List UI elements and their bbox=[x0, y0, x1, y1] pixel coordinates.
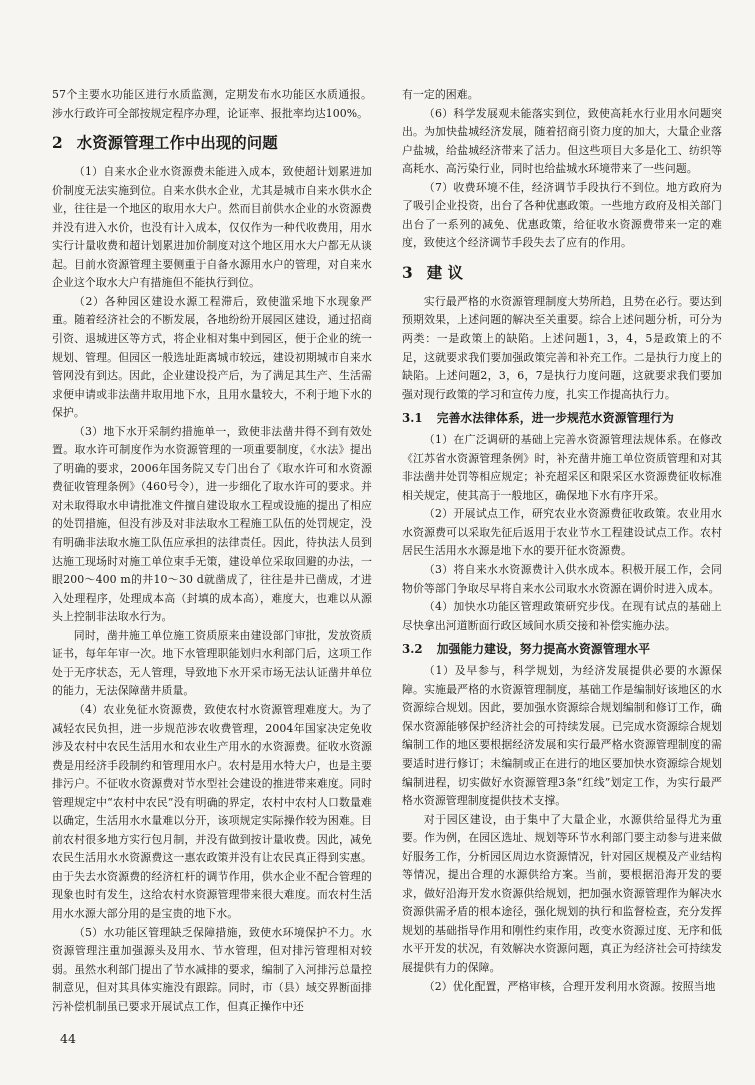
subsection-3-1-heading bbox=[402, 409, 722, 427]
problem-item-1: （1）自来水企业水资源费未能进入成本，致使超计划累进加价制度无法实施到位。自来水供水企业，尤其是城市自来水供水企业，往往是一个地区的取用水大户。然而目前供水企业的水资源费并没有进入水价，也没有计入成本，仅仅作为一种代收费用，用水实行计量收费和超计划累进加价制度对这个地区用水大户都无从谈起。目前水资源管理主要侧重于自备水源用水户的管理，对自来水企业这个取水大户有措施但不能执行到位。 bbox=[52, 165, 372, 290]
intro-paragraph: 57个主要水功能区进行水质监测，定期发布水功能区水质通报。涉水行政许可全部按规定程序办理，论证率、报批率均达100%。 bbox=[52, 88, 372, 120]
problem-item-6: （6）科学发展观未能落实到位，致使高耗水行业用水问题突出。为加快盐城经济发展，随着招商引资力度的加大，大量企业落户盐城，给盐城经济带来了活力。但这些项目大多是化工、纺织等高耗水、高污染行业，同时也给盐城水环境带来了一些问题。 bbox=[402, 106, 722, 176]
suggestion-3-2-item-1-cont: 对于园区建设，由于集中了大量企业，水源供给显得尤为重要。作为例，在园区选址、规划等环节水利部门要主动参与进来做好服务工作，分析园区周边水资源情况，针对园区规模及产业结构等情况，提出合理的水源供给方案。当前，要根据沿海开发的要求，做好沿海开发水资源供给规划，把加强水资源管理作为解决水资源供需矛盾的根本途径，强化规划的执行和监督检查，充分发挥规划的基础指导作用和刚性约束作用，改变水资源过度、无序和低水平开发的状况，有效解决水资源问题，真正为经济社会可持续发展提供有力的保障。 bbox=[402, 812, 722, 974]
subsection-3-1-number: 3.1 bbox=[402, 411, 423, 426]
problem-item-3: （3）地下水开采制约措施单一，致使非法凿井得不到有效处置。取水许可制度作为水资源管理的一项重要制度，《水法》提出了明确的要求，2006年国务院又专门出台了《取水许可和水资源费征收管理条例》（460号令），进一步细化了取水许可的要求。并对未取得取水申请批准文件擅自建设取水工程或设施的提出了相应的处罚措施，但没有涉及对非法取水工程施工队伍的处罚规定，没有明确非法取水施工队伍应承担的法律责任。因此，待执法人员到达施工现场时对施工单位束手无策，建设单位采取回避的办法，一眼200～400 m的井10～30 d就凿成了，往往是井已凿成，才进入处理程序，处理成本高（封填的成本高），难度大，也难以从源头上控制非法取水行为。 bbox=[52, 424, 372, 624]
section-2-number: 2 bbox=[52, 134, 63, 153]
problem-item-2: （2）各种园区建设水源工程滞后，致使滥采地下水现象严重。随着经济社会的不断发展，各地纷纷开展园区建设，通过招商引资、退城进区等方式，将企业相对集中到园区，便于企业的统一规划、管理。但园区一般选址距离城市较远，建设初期城市自来水管网没有到达。因此，企业建设投产后，为了满足其生产、生活需求便申请或非法凿井取用地下水，且用水量较大，不利于地下水的保护。 bbox=[52, 294, 372, 420]
subsection-3-1-title: 完善水法律体系，进一步规范水资源管理行为 bbox=[436, 411, 674, 426]
suggestion-3-1-item-1: （1）在广泛调研的基础上完善水资源管理法规体系。在修改《江苏省水资源管理条例》时，补充凿井施工单位资质管理和对其非法凿井处罚等相应规定；补充超采区和限采区水资源费征收标准相关规定，使其高于一般地区，确保地下水有序开采。 bbox=[402, 433, 722, 502]
problem-item-5: （5）水功能区管理缺乏保障措施，致使水环境保护不力。水资源管理注重加强源头及用水、节水管理，但对排污管理相对较弱。虽然水利部门提出了节水减排的要求，编制了入河排污总量控制意见，但对其具体实施没有跟踪。同时，市（县）域交界断面排污补偿机制虽已要求开展试点工作，但真正操作中还 bbox=[52, 925, 372, 1013]
page-number: 44 bbox=[60, 1031, 76, 1046]
section-3-heading bbox=[402, 262, 722, 284]
section-3-number: 3 bbox=[402, 263, 413, 282]
subsection-3-2-title: 加强能力建设，努力提高水资源管理水平 bbox=[436, 642, 651, 657]
subsection-3-2-number: 3.2 bbox=[402, 642, 423, 657]
problem-item-4: （4）农业免征水资源费，致使农村水资源管理难度大。为了减轻农民负担，进一步规范涉农收费管理，2004年国家决定免收涉及农村中农民生活用水和农业生产用水的水资源费。征收水资源费是用经济手段制约和管理用水户。农村是用水特大户，也是主要排污户。不征收水资源费对节水型社会建设的推进带来难度。同时管理规定中“农村中农民”没有明确的界定，农村中农村人口数量难以确定，生活用水水量难以分开，该项规定实际操作较为困难。目前农村很多地方实行包月制，并没有做到按计量收费。因此，减免农民生活用水水资源费这一惠农政策并没有让农民真正得到实惠。由于失去水资源费的经济杠杆的调节作用，供水企业不配合管理的现象也时有发生，这给农村水资源管理带来很大难度。而农村生活用水水源大部分用的是宝贵的地下水。 bbox=[52, 702, 372, 920]
subsection-3-2-heading bbox=[402, 640, 722, 658]
section-3-intro: 实行最严格的水资源管理制度大势所趋，且势在必行。要达到预期效果，上述问题的解决至关重要。综合上述问题分析，可分为两类：一是政策上的缺陷。上述问题1，3，4，5是政策上的不足，这就要求我们要加强政策完善和补充工作。二是执行力度上的缺陷。上述问题2，3，6，7是执行力度问题，这就要求我们要加强对现行政策的学习和宣传力度，扎实工作提高执行力。 bbox=[402, 294, 722, 401]
section-3-title: 建 议 bbox=[426, 263, 464, 282]
section-2-heading bbox=[52, 132, 372, 154]
left-column bbox=[52, 86, 372, 1056]
right-column bbox=[402, 86, 722, 1066]
continuation-text: 有一定的困难。 bbox=[402, 88, 479, 101]
suggestion-3-1-item-3: （3）将自来水水资源费计入供水成本。积极开展工作，会同物价等部门争取尽早将自来水公司取水水资源在调价时进入成本。 bbox=[402, 563, 722, 595]
problem-item-3-cont: 同时，凿井施工单位施工资质原来由建设部门审批，发放资质证书，每年年审一次。地下水管理职能划归水利部门后，这项工作处于无序状态，无人管理，导致地下水开采市场无法认证凿井单位的能力，无法保障凿井质量。 bbox=[52, 628, 372, 698]
suggestion-3-1-item-4: （4）加快水功能区管理政策研究步伐。在现有试点的基础上尽快拿出河道断面行政区域间水质交接和补偿实施办法。 bbox=[402, 600, 722, 632]
suggestion-3-1-item-2: （2）开展试点工作，研究农业水资源费征收政策。农业用水水资源费可以采取先征后返用于农业节水工程建设试点工作。农村居民生活用水水源是地下水的要开征水资源费。 bbox=[402, 507, 722, 558]
suggestion-3-2-item-2: （2）优化配置，严格审核，合理开发利用水资源。按照当地 bbox=[423, 979, 716, 993]
section-2-title: 水资源管理工作中出现的问题 bbox=[76, 134, 278, 153]
suggestion-3-2-item-1: （1）及早参与，科学规划，为经济发展提供必要的水源保障。实施最严格的水资源管理制度，基础工作是编制好该地区的水资源综合规划。因此，要加强水资源综合规划编制和修订工作，确保水资源能够保护经济社会的可持续发展。已完成水资源综合规划编制工作的地区要根据经济发展和实行最严格水资源管理制度的需要适时进行修订；未编制或正在进行的地区要加快水资源综合规划编制进程，切实做好水资源管理3条“红线”划定工作，为实行最严格水资源管理制度提供技术支撑。 bbox=[402, 664, 722, 808]
problem-item-7: （7）收费环境不佳，经济调节手段执行不到位。地方政府为了吸引企业投资，出台了各种优惠政策。一些地方政府及相关部门出台了一系列的减免、优惠政策，给征收水资源费带来一定的难度，致使这个经济调节手段失去了应有的作用。 bbox=[402, 180, 722, 250]
